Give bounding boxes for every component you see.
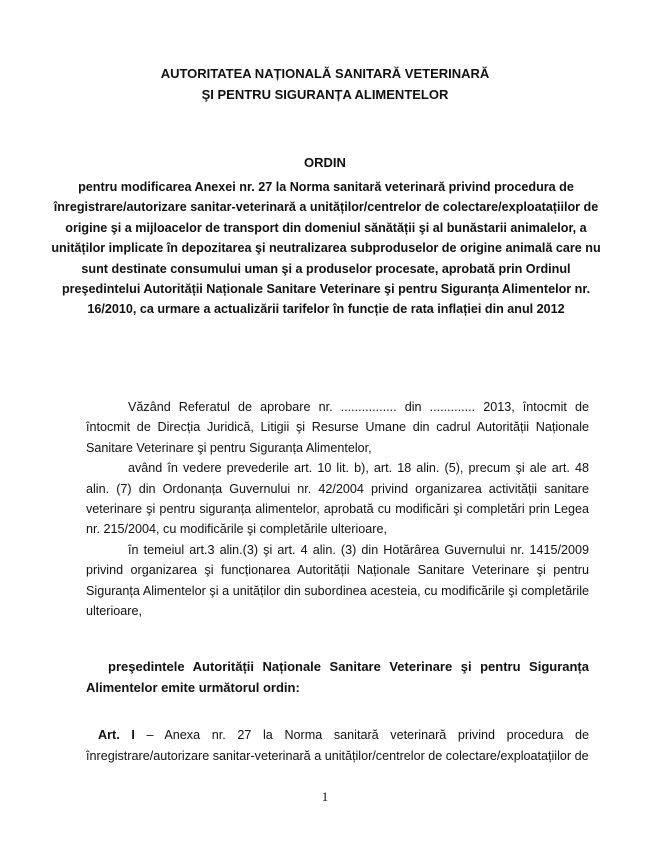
preamble (86, 397, 589, 621)
article-1-text: – Anexa nr. 27 la Norma sanitară veterinară privind procedura de înregistrare/autorizare sanitar-veterinară a unităților/centrelor de colectare/exploatațiilor de (86, 728, 590, 763)
page-number: 1 (321, 789, 329, 804)
article-1-label: Art. I (98, 728, 135, 742)
issuer-statement: preşedintele Autorității Naționale Sanitare Veterinare şi pentru Siguranța Alimentelor emite următorul ordin: (86, 659, 589, 695)
article-1 (86, 725, 589, 767)
authority-line-1: AUTORITATEA NAȚIONALĂ SANITARĂ VETERINARĂ (160, 66, 490, 81)
preamble-paragraph-referat: Văzând Referatul de aprobare nr. ................ din ............. 2013, întocmit de întocmit de Direcția Juridică, Litigii şi Resurse Umane din cadrul Autorității Naționale Sanitare Veterinare şi pentru Siguranța Alimentelor, (86, 400, 589, 455)
authority-line-2: ŞI PENTRU SIGURANȚA ALIMENTELOR (201, 87, 449, 102)
order-title: ORDIN (304, 155, 346, 170)
preamble-paragraph-government-decision: în temeiul art.3 alin.(3) şi art. 4 alin. (3) din Hotărârea Guvernului nr. 1415/2009 privind organizarea şi funcționarea Autorității Naționale Sanitare Veterinare şi pentru Siguranța Alimentelor şi a unităților din subordinea acesteia, cu modificările şi completările ulterioare, (86, 542, 589, 619)
order-subject: pentru modificarea Anexei nr. 27 la Norma sanitară veterinară privind procedura de înregistrare/autorizare sanitar-veterinară a unităților/centrelor de colectare/exploatațiilor de origine şi a mijloacelor de transport din domeniul sănătății şi al bunăstarii animalelor, a unităților implicate în depozitarea şi neutralizarea subproduselor de origine animală care nu sunt destinate consumului uman şi a produselor procesate, aprobată prin Ordinul preşedintelui Autorității Naționale Sanitare Veterinare şi pentru Siguranța Alimentelor nr. 16/2010, ca urmare a actualizării tarifelor în funcție de rata inflației din anul 2012 (51, 180, 601, 317)
preamble-paragraph-legal-basis: având în vedere prevederile art. 10 lit. b), art. 18 alin. (5), precum şi ale art. 48 alin. (7) din Ordonanța Guvernului nr. 42/2004 privind organizarea activității sanitare veterinare şi pentru siguranța alimentelor, aprobată cu modificări şi completări prin Legea nr. 215/2004, cu modificările şi completările ulterioare, (86, 461, 589, 537)
authority-heading (0, 63, 650, 105)
